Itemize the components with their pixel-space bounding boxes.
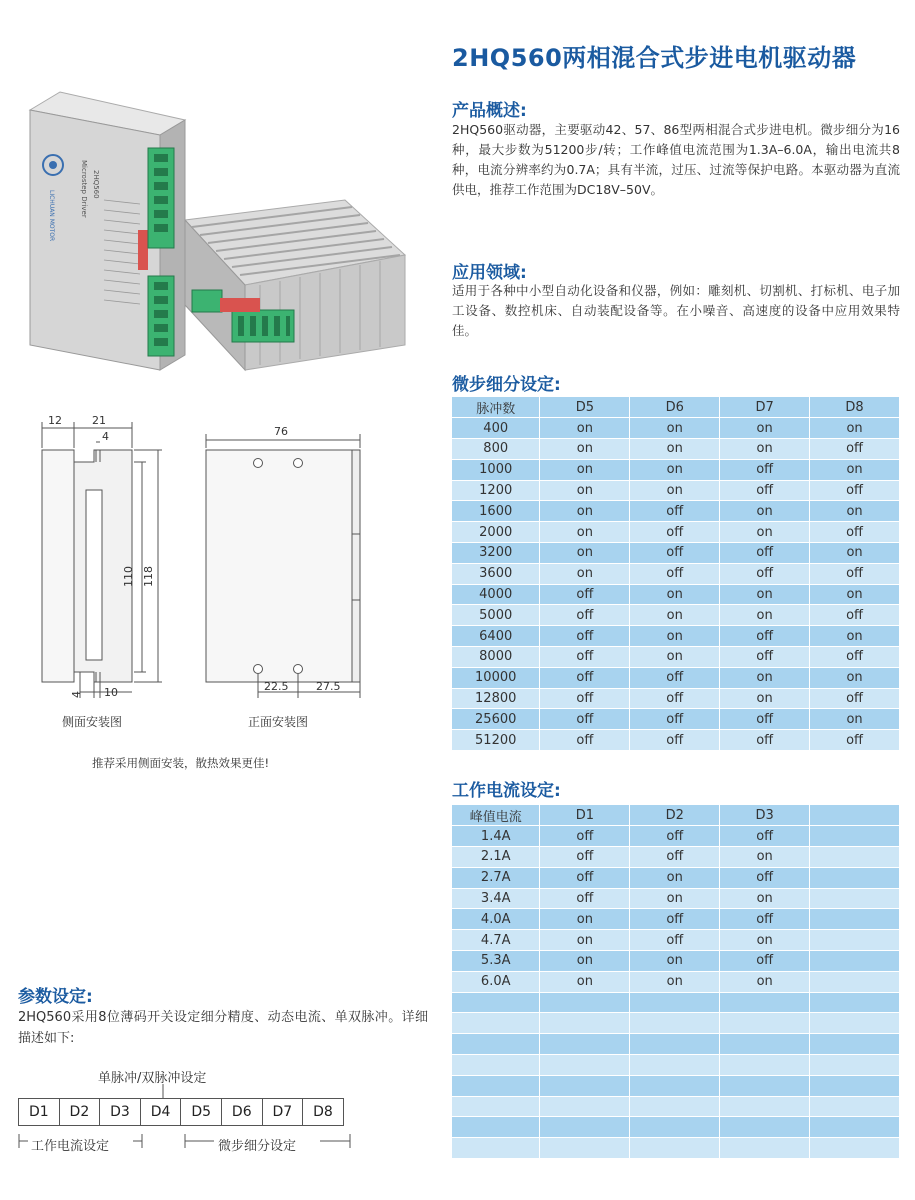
- table-cell: off: [540, 647, 630, 668]
- table-cell: off: [630, 847, 720, 868]
- table-cell: [540, 1096, 630, 1117]
- table-cell: off: [630, 730, 720, 751]
- overview-heading: 产品概述:: [452, 101, 527, 121]
- table-row: [452, 730, 900, 751]
- table-header-row: [452, 805, 900, 826]
- table-cell: on: [630, 951, 720, 972]
- table-cell: off: [810, 688, 900, 709]
- table-header-row: [452, 397, 900, 418]
- table-row: [452, 1096, 900, 1117]
- table-row: [452, 909, 900, 930]
- parameters-text: 2HQ560采用8位薄码开关设定细分精度、动态电流、单双脉冲。详细描述如下:: [18, 1010, 428, 1046]
- current-table: [452, 805, 900, 1159]
- table-cell: off: [810, 439, 900, 460]
- table-header-cell: D8: [810, 397, 900, 418]
- table-cell: [630, 1013, 720, 1034]
- table-row: [452, 1034, 900, 1055]
- table-cell: on: [810, 543, 900, 564]
- table-cell: on: [810, 459, 900, 480]
- table-cell: off: [720, 647, 810, 668]
- table-cell: [540, 992, 630, 1013]
- table-cell: [630, 1075, 720, 1096]
- table-cell: 6.0A: [452, 971, 540, 992]
- table-cell: [810, 847, 900, 868]
- table-row: [452, 1013, 900, 1034]
- table-cell: on: [630, 584, 720, 605]
- table-cell: [540, 1117, 630, 1138]
- table-row: [452, 667, 900, 688]
- table-cell: [630, 1096, 720, 1117]
- table-cell: on: [540, 522, 630, 543]
- table-cell: [810, 888, 900, 909]
- table-cell: [452, 1013, 540, 1034]
- table-cell: 1000: [452, 459, 540, 480]
- side-view-caption: 侧面安装图: [62, 715, 123, 729]
- table-cell: [720, 992, 810, 1013]
- table-cell: 2.7A: [452, 867, 540, 888]
- table-cell: on: [720, 584, 810, 605]
- dim-118: 118: [142, 566, 155, 587]
- table-cell: off: [540, 667, 630, 688]
- table-cell: [452, 992, 540, 1013]
- dim-4-bottom: 4: [70, 691, 83, 698]
- table-row: [452, 688, 900, 709]
- table-cell: off: [630, 826, 720, 847]
- table-cell: off: [810, 563, 900, 584]
- table-header-cell: D2: [630, 805, 720, 826]
- dip-switch-d8: D8: [302, 1098, 344, 1126]
- table-cell: on: [720, 522, 810, 543]
- table-cell: on: [810, 709, 900, 730]
- table-cell: on: [720, 847, 810, 868]
- overview-text: 2HQ560驱动器，主要驱动42、57、86型两相混合式步进电机。微步细分为16种，最大步数为51200步/转；工作峰值电流范围为1.3A–6.0A，输出电流共8种，电流分辨率约为0.7A；具有半流，过压、过流等保护电路。本驱动器为直流供电，推荐工作范围为DC18V–50V。: [452, 122, 900, 197]
- page-title: 2HQ560两相混合式步进电机驱动器: [452, 44, 857, 72]
- table-cell: 12800: [452, 688, 540, 709]
- table-row: [452, 951, 900, 972]
- table-cell: [810, 930, 900, 951]
- microstep-heading: 微步细分设定:: [452, 375, 561, 395]
- table-cell: [720, 1096, 810, 1117]
- table-row: [452, 930, 900, 951]
- table-cell: off: [720, 626, 810, 647]
- table-row: [452, 826, 900, 847]
- table-cell: off: [630, 522, 720, 543]
- dimension-drawing: [20, 410, 420, 740]
- table-row: [452, 522, 900, 543]
- table-row: [452, 563, 900, 584]
- table-cell: off: [630, 563, 720, 584]
- table-cell: [630, 1117, 720, 1138]
- table-cell: 3600: [452, 563, 540, 584]
- table-cell: [540, 1013, 630, 1034]
- table-cell: [630, 1138, 720, 1159]
- table-cell: off: [810, 730, 900, 751]
- table-cell: on: [540, 971, 630, 992]
- brand-label: LICHUAN MOTOR: [48, 190, 55, 242]
- table-cell: off: [630, 688, 720, 709]
- table-cell: off: [720, 730, 810, 751]
- table-cell: [452, 1075, 540, 1096]
- table-cell: 5.3A: [452, 951, 540, 972]
- table-header-cell: D7: [720, 397, 810, 418]
- table-cell: [810, 1075, 900, 1096]
- table-cell: off: [540, 888, 630, 909]
- table-cell: off: [810, 480, 900, 501]
- table-cell: off: [540, 626, 630, 647]
- table-cell: 4.7A: [452, 930, 540, 951]
- table-cell: [810, 1013, 900, 1034]
- table-cell: off: [540, 730, 630, 751]
- table-cell: off: [720, 867, 810, 888]
- table-cell: on: [630, 888, 720, 909]
- table-cell: [720, 1013, 810, 1034]
- table-cell: 10000: [452, 667, 540, 688]
- table-cell: 400: [452, 418, 540, 439]
- dip-switch-d3: D3: [99, 1098, 141, 1126]
- table-cell: [810, 909, 900, 930]
- table-cell: [630, 992, 720, 1013]
- dip-switch-d5: D5: [180, 1098, 222, 1126]
- table-cell: off: [720, 563, 810, 584]
- table-cell: 3200: [452, 543, 540, 564]
- dip-switch-d4: D4: [140, 1098, 182, 1126]
- table-row: [452, 480, 900, 501]
- dim-22-5: 22.5: [264, 680, 289, 693]
- table-cell: on: [630, 439, 720, 460]
- table-cell: on: [810, 667, 900, 688]
- table-cell: [810, 867, 900, 888]
- table-row: [452, 1055, 900, 1076]
- table-cell: on: [630, 867, 720, 888]
- table-cell: [452, 1096, 540, 1117]
- table-cell: [720, 1034, 810, 1055]
- table-cell: 25600: [452, 709, 540, 730]
- table-row: [452, 459, 900, 480]
- dim-4-top: 4: [102, 430, 109, 443]
- table-cell: off: [720, 951, 810, 972]
- table-cell: on: [720, 888, 810, 909]
- table-cell: 2.1A: [452, 847, 540, 868]
- table-cell: 3.4A: [452, 888, 540, 909]
- table-cell: on: [540, 459, 630, 480]
- table-cell: [810, 992, 900, 1013]
- table-cell: off: [630, 909, 720, 930]
- table-cell: 800: [452, 439, 540, 460]
- table-cell: [630, 1055, 720, 1076]
- microstep-group-label: 微步细分设定: [218, 1139, 297, 1154]
- table-row: [452, 888, 900, 909]
- table-row: [452, 1138, 900, 1159]
- table-header-cell: 峰值电流: [452, 805, 540, 826]
- dim-27-5: 27.5: [316, 680, 341, 693]
- table-cell: on: [540, 951, 630, 972]
- table-cell: [720, 1117, 810, 1138]
- table-cell: [630, 1034, 720, 1055]
- table-cell: on: [720, 605, 810, 626]
- table-cell: [810, 1096, 900, 1117]
- table-cell: on: [630, 626, 720, 647]
- table-cell: off: [630, 930, 720, 951]
- table-cell: on: [810, 418, 900, 439]
- microstep-table: [452, 397, 900, 751]
- table-cell: on: [810, 501, 900, 522]
- table-cell: off: [720, 709, 810, 730]
- table-cell: on: [630, 971, 720, 992]
- table-cell: on: [630, 647, 720, 668]
- driver-front-unit: [30, 92, 185, 370]
- current-heading: 工作电流设定:: [452, 781, 561, 801]
- front-view: [206, 434, 360, 698]
- table-cell: [810, 951, 900, 972]
- table-cell: on: [720, 501, 810, 522]
- table-cell: off: [720, 826, 810, 847]
- model-label: 2HQ560: [92, 170, 100, 199]
- table-cell: 4000: [452, 584, 540, 605]
- table-cell: [540, 1055, 630, 1076]
- table-header-cell: D6: [630, 397, 720, 418]
- dim-76: 76: [274, 425, 288, 438]
- table-cell: on: [720, 971, 810, 992]
- table-row: [452, 584, 900, 605]
- table-header-cell: [810, 805, 900, 826]
- dim-21: 21: [92, 414, 106, 427]
- dim-110: 110: [122, 566, 135, 587]
- table-cell: off: [720, 459, 810, 480]
- table-cell: on: [540, 930, 630, 951]
- table-cell: off: [720, 480, 810, 501]
- table-header-cell: 脉冲数: [452, 397, 540, 418]
- table-cell: on: [630, 418, 720, 439]
- table-row: [452, 992, 900, 1013]
- table-cell: on: [540, 563, 630, 584]
- table-row: [452, 418, 900, 439]
- dim-12: 12: [48, 414, 62, 427]
- table-cell: [540, 1075, 630, 1096]
- table-cell: [720, 1055, 810, 1076]
- table-cell: 4.0A: [452, 909, 540, 930]
- table-cell: off: [540, 709, 630, 730]
- mounting-note: 推荐采用侧面安装，散热效果更佳!: [92, 756, 270, 770]
- side-view: [42, 422, 162, 698]
- table-cell: off: [540, 688, 630, 709]
- table-header-cell: D3: [720, 805, 810, 826]
- table-cell: on: [810, 584, 900, 605]
- table-cell: on: [720, 418, 810, 439]
- table-cell: on: [630, 459, 720, 480]
- table-cell: on: [810, 626, 900, 647]
- table-row: [452, 971, 900, 992]
- table-cell: 2000: [452, 522, 540, 543]
- table-cell: on: [720, 930, 810, 951]
- table-cell: [810, 1138, 900, 1159]
- table-cell: on: [630, 605, 720, 626]
- product-photo: [20, 80, 420, 380]
- table-cell: on: [720, 688, 810, 709]
- table-cell: on: [540, 418, 630, 439]
- table-cell: on: [540, 909, 630, 930]
- heatsink-unit: [185, 200, 405, 370]
- table-cell: 5000: [452, 605, 540, 626]
- table-cell: off: [810, 647, 900, 668]
- table-row: [452, 543, 900, 564]
- table-header-cell: D5: [540, 397, 630, 418]
- table-cell: [452, 1034, 540, 1055]
- table-cell: off: [540, 867, 630, 888]
- table-cell: 1.4A: [452, 826, 540, 847]
- table-cell: off: [630, 543, 720, 564]
- table-cell: [452, 1117, 540, 1138]
- dip-switch-d2: D2: [59, 1098, 101, 1126]
- table-cell: [540, 1034, 630, 1055]
- table-cell: [452, 1055, 540, 1076]
- table-cell: on: [540, 439, 630, 460]
- parameters-heading: 参数设定:: [18, 987, 93, 1007]
- table-cell: [452, 1138, 540, 1159]
- table-cell: off: [810, 605, 900, 626]
- table-row: [452, 605, 900, 626]
- application-text: 适用于各种中小型自动化设备和仪器，例如：雕刻机、切割机、打标机、电子加工设备、数控机床、自动装配设备等。在小噪音、高速度的设备中应用效果特佳。: [452, 283, 900, 338]
- table-row: [452, 1117, 900, 1138]
- table-cell: off: [630, 709, 720, 730]
- table-row: [452, 847, 900, 868]
- dip-switch-row: [18, 1098, 343, 1126]
- table-row: [452, 439, 900, 460]
- table-cell: 1200: [452, 480, 540, 501]
- table-cell: off: [540, 605, 630, 626]
- table-row: [452, 1075, 900, 1096]
- table-cell: [720, 1138, 810, 1159]
- table-row: [452, 647, 900, 668]
- table-cell: 8000: [452, 647, 540, 668]
- table-cell: off: [540, 584, 630, 605]
- table-cell: 6400: [452, 626, 540, 647]
- table-cell: on: [720, 439, 810, 460]
- product-label: Microstep Driver: [80, 160, 88, 218]
- table-header-cell: D1: [540, 805, 630, 826]
- table-cell: on: [540, 501, 630, 522]
- table-cell: off: [630, 501, 720, 522]
- table-cell: on: [630, 480, 720, 501]
- table-cell: 51200: [452, 730, 540, 751]
- table-cell: [810, 1055, 900, 1076]
- table-cell: [720, 1075, 810, 1096]
- table-row: [452, 626, 900, 647]
- table-cell: [540, 1138, 630, 1159]
- pulse-mode-label: 单脉冲/双脉冲设定: [98, 1071, 207, 1086]
- table-row: [452, 867, 900, 888]
- table-cell: [810, 826, 900, 847]
- table-cell: on: [540, 480, 630, 501]
- table-cell: 1600: [452, 501, 540, 522]
- table-cell: off: [810, 522, 900, 543]
- dip-switch-d1: D1: [18, 1098, 60, 1126]
- application-heading: 应用领域:: [452, 263, 527, 283]
- dip-switch-d6: D6: [221, 1098, 263, 1126]
- table-cell: off: [540, 826, 630, 847]
- dip-switch-d7: D7: [262, 1098, 304, 1126]
- table-row: [452, 501, 900, 522]
- table-cell: off: [720, 909, 810, 930]
- table-cell: off: [720, 543, 810, 564]
- table-cell: [810, 971, 900, 992]
- table-cell: [810, 1034, 900, 1055]
- table-cell: off: [540, 847, 630, 868]
- table-cell: [810, 1117, 900, 1138]
- current-group-label: 工作电流设定: [31, 1139, 110, 1154]
- table-cell: on: [720, 667, 810, 688]
- table-cell: on: [540, 543, 630, 564]
- table-cell: off: [630, 667, 720, 688]
- dim-10: 10: [104, 686, 118, 699]
- front-view-caption: 正面安装图: [248, 715, 309, 729]
- table-row: [452, 709, 900, 730]
